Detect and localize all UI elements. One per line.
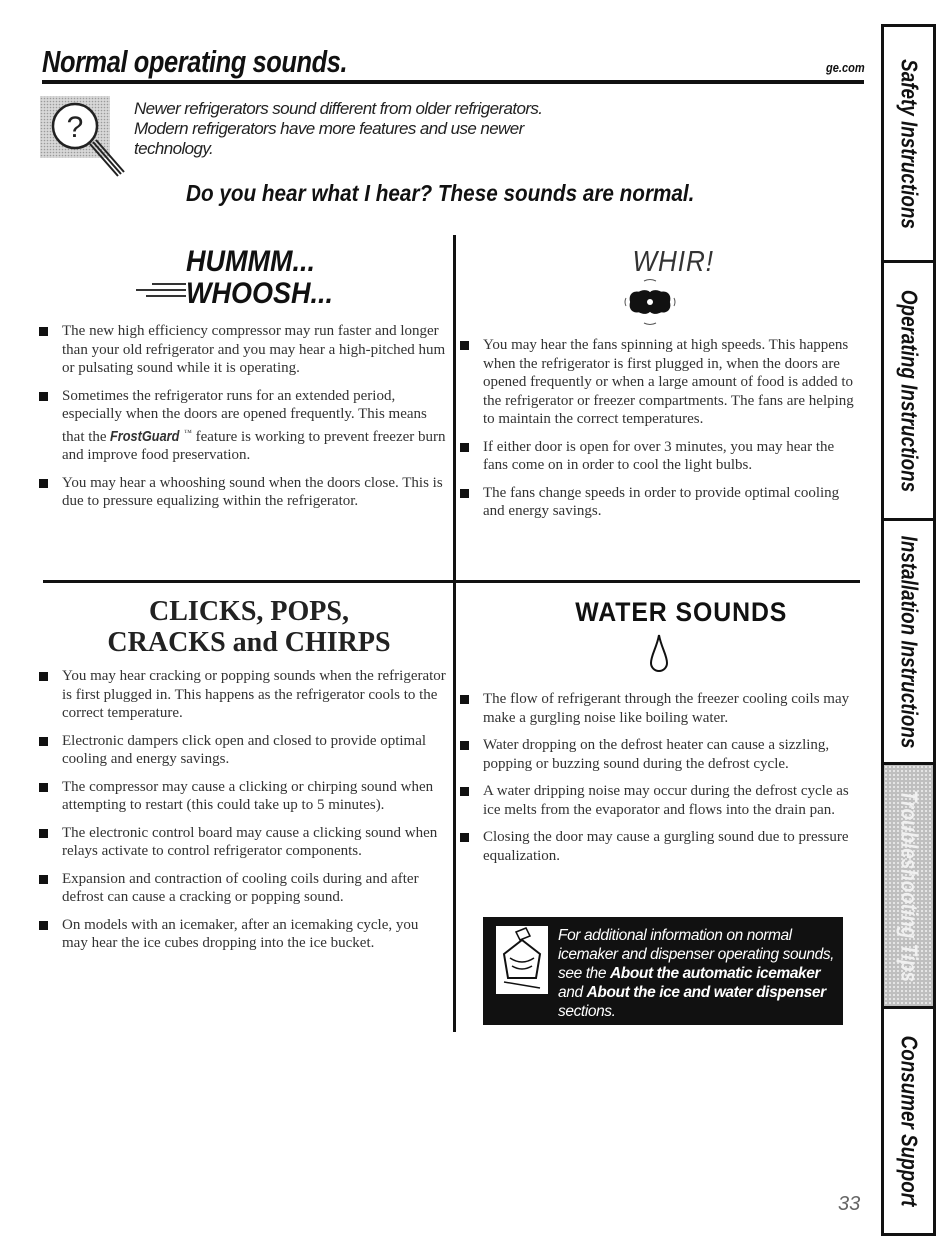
speed-line bbox=[152, 283, 186, 285]
list-item: The new high efficiency compressor may run faster and longer than your old refrigerator and you may hear a high-pitched hum or pulsating sound while it is operating. bbox=[36, 322, 446, 378]
hummm-list bbox=[36, 322, 446, 520]
tab-label: Safety Instructions bbox=[896, 58, 922, 229]
tab-troubleshooting-tips[interactable] bbox=[884, 765, 933, 1009]
list-item: Water dropping on the defrost heater can cause a sizzling, popping or buzzing sound during the defrost cycle. bbox=[457, 736, 862, 773]
list-item: Electronic dampers click open and closed to provide optimal cooling and energy savings. bbox=[36, 732, 446, 769]
list-item: You may hear the fans spinning at high speeds. This happens when the refrigerator is first plugged in, when the doors are opened frequently or when a large amount of food is added to the refrigerator or freezer compartments. The fans are helping to maintain the correct temperatures. bbox=[457, 336, 862, 429]
water-list bbox=[457, 690, 862, 874]
dispenser-link-text: About the ice and water dispenser bbox=[586, 984, 826, 1001]
frostguard-brand: FrostGuard bbox=[110, 427, 180, 445]
tab-consumer-support[interactable] bbox=[884, 1009, 933, 1233]
svg-text:?: ? bbox=[66, 111, 84, 144]
list-item: You may hear cracking or popping sounds when the refrigerator is first plugged in. This happens as the refrigerator cools to the correct temperature. bbox=[36, 667, 446, 723]
title-rule bbox=[42, 80, 864, 84]
hummm-heading-line2: WHOOSH... bbox=[186, 277, 334, 310]
tab-safety-instructions[interactable] bbox=[884, 27, 933, 263]
tab-label: Installation Instructions bbox=[896, 535, 922, 748]
side-tabs bbox=[881, 24, 936, 1236]
clicks-heading-line1: CLICKS, POPS, bbox=[149, 596, 349, 627]
list-item: If either door is open for over 3 minutes, you may hear the fans come on in order to cool the light bulbs. bbox=[457, 438, 862, 475]
tab-installation-instructions[interactable] bbox=[884, 521, 933, 765]
list-item: The electronic control board may cause a clicking sound when relays activate to control refrigerator components. bbox=[36, 824, 446, 861]
whir-heading: WHIR! bbox=[632, 246, 714, 278]
icemaker-icon bbox=[496, 926, 548, 994]
list-item: A water dripping noise may occur during the defrost cycle as ice melts from the evaporator and flows into the drain pan. bbox=[457, 782, 862, 819]
list-item: On models with an icemaker, after an icemaking cycle, you may hear the ice cubes dropping into the ice bucket. bbox=[36, 916, 446, 953]
speed-line bbox=[136, 289, 186, 291]
list-item: You may hear a whooshing sound when the doors close. This is due to pressure equalizing within the refrigerator. bbox=[36, 474, 446, 511]
list-item: The flow of refrigerant through the freezer cooling coils may make a gurgling noise like boiling water. bbox=[457, 690, 862, 727]
list-item: Closing the door may cause a gurgling sound due to pressure equalization. bbox=[457, 828, 862, 865]
list-item: Expansion and contraction of cooling coils during and after defrost can cause a cracking or popping sound. bbox=[36, 870, 446, 907]
fan-icon bbox=[622, 278, 678, 326]
water-drop-icon bbox=[648, 633, 670, 673]
whir-list bbox=[457, 336, 862, 530]
list-item: Sometimes the refrigerator runs for an extended period, especially when the doors are opened frequently. This means that the FrostGuard ™ feature is working to prevent freezer burn and improve food preservation. bbox=[36, 387, 446, 465]
icemaker-link-text: About the automatic icemaker bbox=[609, 965, 821, 982]
water-heading: WATER SOUNDS bbox=[575, 597, 788, 627]
hummm-heading-line1: HUMMM... bbox=[186, 245, 315, 278]
page-number: 33 bbox=[838, 1193, 861, 1215]
tab-operating-instructions[interactable] bbox=[884, 263, 933, 521]
clicks-heading bbox=[44, 596, 454, 658]
list-item: The compressor may cause a clicking or chirping sound when attempting to restart (this could take up to 5 minutes). bbox=[36, 778, 446, 815]
info-text: For additional information on normal icemaker and dispenser operating sounds, see the About the automatic icemaker and About the ice and water dispenser sections. bbox=[558, 927, 835, 1020]
tab-label: Troubleshooting Tips bbox=[896, 789, 922, 982]
site-link[interactable]: ge.com bbox=[826, 60, 865, 75]
question-icon bbox=[40, 88, 125, 180]
clicks-heading-line2: CRACKS and CHIRPS bbox=[107, 627, 391, 658]
row-divider bbox=[43, 580, 860, 583]
intro-text: Newer refrigerators sound different from older refrigerators. Modern refrigerators have more features and use newer technology. bbox=[134, 99, 543, 158]
clicks-list bbox=[36, 667, 446, 962]
hummm-heading bbox=[186, 246, 333, 310]
tab-label: Consumer Support bbox=[896, 1035, 922, 1207]
list-item: The fans change speeds in order to provide optimal cooling and energy savings. bbox=[457, 484, 862, 521]
section-subtitle: Do you hear what I hear? These sounds are normal. bbox=[186, 180, 695, 206]
tab-label: Operating Instructions bbox=[896, 289, 922, 492]
speed-line bbox=[146, 295, 186, 297]
page-title: Normal operating sounds. bbox=[42, 44, 348, 79]
